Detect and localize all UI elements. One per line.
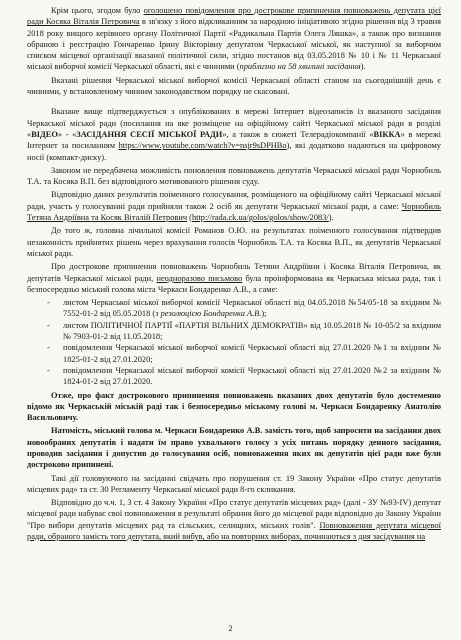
text-run: ), які додатково надаються на цифровому носії (компакт-диску).	[27, 141, 441, 162]
text-run: Крім цього, згодом було	[51, 6, 144, 15]
italic-text: приблизно на 58 хвилині засідання	[239, 62, 361, 72]
list-item: - повідомлення Черкаської міської виборчої комісії Черкаської області від 27.01.2020 №2 за вхідним № 1824-01-2 від 27.01.2020.	[47, 365, 441, 388]
paragraph-11	[27, 497, 441, 542]
bold-text: ВІККА	[373, 129, 401, 139]
text-run: Відповідно до ч.ч. 1, 3 ст. 4 Закону України «Про статус депутатів місцевих рад» (далі - ЗУ №93-IV) депутат місцевої ради набуває свої повноваження в результаті обрання його до місцевої ради відповідно до Закону України "Про вибори депутатів місцевих рад та сільських, селищних, міських голів".	[27, 498, 441, 530]
text-run: » в мережі Інтернет за посиланням	[27, 129, 441, 151]
paragraph-3	[27, 106, 441, 162]
text-run: Вказане вище підтверджується з опублікованих в мережі Інтернет відеозаписів із вказаного засідання Черкаської міської ради (посилання на яке розміщене на офіційному сайті Черкаської міської ради в розділі «	[27, 107, 441, 139]
paragraph-10: Такі дії головуючого на засіданні свідчать про порушення ст. 19 Закону України «Про статус депутатів місцевих рад» та ст. 30 Регламенту Черкаської міської ради 8-го скликання.	[27, 473, 441, 494]
paragraph-4: Законом не передбачена можливість поновлення повноважень депутатів Черкаської міської ради Чорнобиль Т.А. та Косяка В.П. без відповідного мотивованого рішення суду.	[27, 165, 441, 187]
paragraph-1	[27, 5, 441, 73]
paragraph-7	[27, 261, 441, 295]
paragraph-2: Вказані рішення Черкаської міської виборчої комісії Черкаської області станом на сьогоднішній день є чинними, у встановленому чинним законодавством порядку не скасовані.	[27, 75, 441, 97]
page-number: 2	[228, 623, 233, 633]
paragraph-9: Натомість, міський голова м. Черкаси Бондаренко А.В. замість того, щоб запросити на засідання двох новообраних депутатів і надати їм право ухвального голосу з усіх питань порядку денного засідання, проводив засідання і допустив до голосування осіб, повноваження яких як депутатів цієї ради вже були достроково припинені.	[27, 426, 441, 470]
rada-link[interactable]: http://rada.ck.ua/golos/golos/show/2083/	[191, 213, 329, 223]
text-run: ).	[360, 62, 366, 72]
underlined-text: Чорнобиль Тетяна Андріївна та Косяк Віталій Петрович	[27, 201, 441, 223]
underlined-text: неодноразово письмово	[156, 273, 243, 283]
underlined-text: Повноваження депутата місцевої ради, обраного замість того депутата, який вибув, або на повторних виборах, починаються з дня засідування на	[27, 520, 441, 542]
list-item: - листом ПОЛІТИЧНОЇ ПАРТІЇ «ПАРТІЯ ВІЛЬНИХ ДЕМОКРАТІВ» від 10.05.2018 № 10-05/2 за вхідним № 7903-01-2 від 11.05.2018;	[47, 320, 441, 343]
text-run: була проінформована як Черкаська міська рада, так і безпосередньо міський голова міста Черкаси Бондаренко А.В., а саме:	[27, 273, 441, 294]
list-item: - повідомлення Черкаської міської виборчої комісії Черкаської області від 27.01.2020 №1 за вхідним № 1825-01-2 від 27.01.2020;	[47, 342, 441, 365]
paragraph-8: Отже, про факт дострокового припинення повноважень вказаних двох депутатів було достеменно відомо як Черкаській міській раді так і безпосередньо міському голові м. Черкаси Бондаренку Анатолію Васильовичу.	[27, 390, 441, 423]
text-run: » - «	[57, 129, 77, 139]
youtube-link[interactable]: https://www.youtube.com/watch?v=nsjr9sDPHBo	[118, 141, 287, 151]
text-run: (	[187, 213, 192, 223]
paragraph-6: До того ж, головна лічильної комісії Романов О.Ю. на результатах поіменного голосування підтвердив незаконність прийнятих рішень через врахування голосів Чорнобиль Т.А. та Косяка В.П., як депутатів Черкаської міської ради.	[27, 226, 441, 258]
paragraph-5	[27, 189, 441, 223]
letters-list	[27, 297, 441, 387]
list-item: - листом Черкаської міської виборчої комісії Черкаської області від 04.05.2018 №54/05-18 за вхідним № 7552-01-2 від 05.05.2018 (з резолюцією Бондаренка А.В.);	[47, 297, 441, 320]
text-run: », а також в сюжеті Телерадіокомпанії «	[222, 129, 374, 139]
text-run: в зв'язку з його відкликанням за народною ініціативою згідно рішення від 3 травня 2018 року вищого керівного органу Політичної Партії «Радикальна Партія Олега Ляшка», а також про визнання обраною і реєстрацію Гончаренко Ірину Вікторівну депутатом Черкаської міської, як наступної за виборчим списком місцевої організації вказаної політичної сили, згідно постанов від 03.05.2018 № 10 і № 11 Черкаської міської виборчої комісії Черкаської області, які є чинними (	[27, 17, 441, 72]
bold-text: ВІДЕО	[31, 129, 58, 139]
text-run: ).	[328, 213, 334, 223]
underlined-text: оголошено повідомлення про дострокове припинення повноважень депутата цієї ради Косяка Віталія Петровича	[27, 6, 441, 27]
bold-text: ЗАСІДАННЯ СЕСІЇ МІСЬКОЇ РАДИ	[76, 129, 223, 139]
text-run: Про дострокове припинення повноважень Чорнобиль Тетяни Андріївни і Косяка Віталія Петровича, як депутатів Черкаської міської ради,	[27, 262, 441, 283]
text-run: Відповідно даних результатів поіменного голосування, розміщеного на офіційному сайті Черкаської міської ради, участь у голосуванні ради прийняли також 2 осіб як депутати Черкаської міської ради, а саме:	[27, 190, 441, 211]
